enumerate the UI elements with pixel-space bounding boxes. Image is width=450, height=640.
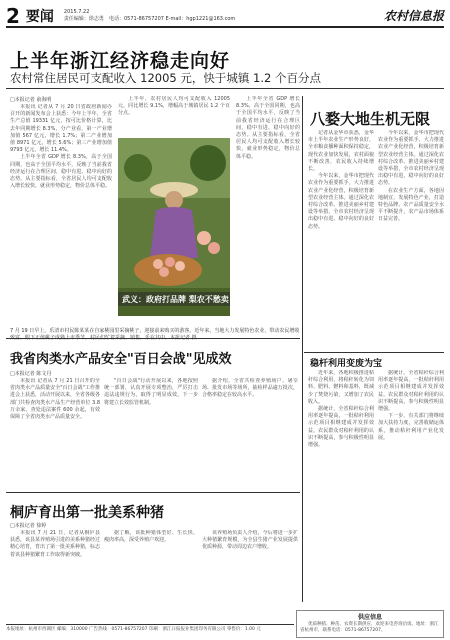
divider: [6, 624, 294, 625]
divider: [304, 352, 444, 353]
story-c-headline: 稳杆利用变废为宝: [310, 359, 383, 369]
lead-subhead: 农村常住居民可支配收入 12005 元，快于城镇 1.2 个百分点: [10, 71, 321, 85]
lead-column-1: [10, 104, 112, 318]
story-a-paragraph: 在农业生产方面，各地因地制宜，发展特色产业，打造特色品牌。农产品质量安全水平不断提升，农产品市场体系日益完善。: [378, 187, 444, 223]
story-a-headline: 八婺大地生机无限: [310, 110, 431, 128]
story-c-column-1: [308, 370, 374, 606]
photo-caption: 7 月 19 日早上，乐清市村民陈某某在自家桃园里采摘桃子，迎接前来购买的游客。近年来，当地大力发展特色农业，带动农民增收: [10, 328, 300, 334]
story-c-paragraph: 下一步，有关部门将继续加大扶持力度，完善收储运体系，推动秸秆利用产业化发展。: [378, 413, 444, 441]
story-c-paragraph: 据统计，全省秸秆综合利用率逐年提高，一批秸秆利用示范项目相继建成并发挥效益。农民群众对秸秆利用的认识不断提高，参与积极性明显增强。: [308, 406, 374, 449]
page-footer: 本报地址：杭州市西湖区 邮编：310000 广告热线：0571-86757207 印刷：浙江日报报业集团印务有限公司 零售价：1.00 元: [6, 627, 261, 632]
lead-byline: □本报记者 俞海明: [10, 97, 52, 103]
lead-paragraph: 上半年，农村居民人均可支配收入 12005 元，同比增长 9.1%，增幅高于城镇居民 1.2 个百分点。: [118, 96, 230, 117]
lead-headline: 上半年浙江经济稳走向好: [10, 50, 231, 72]
story-b-paragraph: 本报讯 记者从 7 月 21 日召开的全省肉类水产品质量安全"百日会战"工作推进会上获悉，活动开展以来，全省各级各部门共检查肉类水产品生产经营单位 3.8 万余家，查处违法案件 600 余起，有效保障了全省肉类水产品质量安全。: [10, 378, 100, 421]
story-b-paragraph: 据介绍，全省共检查养殖场户、屠宰场、批发市场等场所，抽检样品逾万批次，合格率稳定在较高水平。: [202, 378, 298, 399]
editor-line: 责任编辑：徐志勇: [63, 16, 104, 22]
story-a-paragraph: 记者从金华市获悉，金华市上半年农业生产形势良好，全市粮食播种面积保持稳定，现代农业加快发展，农村面貌不断改善，农民收入持续增长。: [308, 130, 374, 173]
masthead-meta: [64, 9, 235, 26]
issue-date: 2015.7.22: [63, 9, 90, 15]
newspaper-brand: 农村信息报: [383, 9, 444, 23]
story-c-paragraph: 近年来，各地积极推进秸秆综合利用，将秸秆转化为饲料、肥料、燃料和基料，既减少了焚烧污染，又增加了农民收入。: [308, 370, 374, 405]
divider: [6, 88, 444, 89]
divider: [6, 492, 300, 493]
story-a-paragraph: 今年以来，金华市把现代农业作为重要抓手，大力推进农业产业化经营，积极培育新型农业经营主体。通过深化农村综合改革、推进美丽乡村建设等举措，全市农村经济呈现出稳中有进、稳中向好的良好态势。: [378, 130, 444, 187]
story-a-column-2: [378, 130, 444, 350]
lead-column-3: [236, 96, 300, 320]
story-b-paragraph: "百日会战"行动开展以来，各地按照统一部署，认真开展专项整治，严厉打击违法违规行为，取得了明显成效。下一步将建立长效监管机制。: [104, 378, 198, 406]
story-a-column-1: [308, 130, 374, 350]
story-d-column-1: [10, 530, 100, 612]
lead-paragraph: 本报讯 记者从 7 月 20 日省政府新闻办召开的新闻发布会上获悉：今年上半年，全省生产总值 19331 亿元，按可比价格计算，比去年同期增长 8.3%，分产业看，第一产业增加值 567 亿元，增长 1.7%；第二产业增加值 8971 亿元，增长 5.6%；第三产业增加值 9793 亿元，增长 11.4%。: [10, 104, 112, 154]
story-b-byline: □本报记者 陈文丹: [10, 371, 52, 377]
story-b-column-3: [202, 378, 298, 486]
story-d-column-2: [104, 530, 198, 612]
ad-title: 供应信息: [357, 614, 382, 621]
story-d-column-3: [202, 530, 298, 612]
story-b-column-2: [104, 378, 198, 486]
story-d-byline: □本报记者 徐婷: [10, 523, 47, 529]
lead-paragraph: 上半年全省 GDP 增长 8.3%，高于全国同期，也高于全国平均水平，反映了当前我省经济运行在合理区间，稳中有进、稳中向好的态势。从主要指标看，全省居民人均可支配收入增长较快，就业形势稳定，物价总体平稳。: [10, 154, 112, 190]
lead-column-2: [118, 96, 230, 136]
story-a-paragraph: 今年以来，金华市把现代农业作为重要抓手，大力推进农业产业化经营，积极培育新型农业经营主体。通过深化农村综合改革、推进美丽乡村建设等举措，全市农村经济呈现出稳中有进、稳中向好的良好态势。: [308, 173, 374, 230]
masthead: [6, 2, 444, 28]
page-number: 2: [6, 4, 20, 28]
section-title: 要闻: [25, 9, 54, 25]
story-b-headline: 我省肉类水产品安全"百日会战"见成效: [10, 352, 232, 367]
story-b-column-1: [10, 378, 100, 486]
story-c-column-2: [378, 370, 444, 606]
classified-ad: [296, 610, 444, 638]
contact-line: 电话：0571-86757207 E-mail：hgp1221@163.com: [108, 16, 236, 22]
story-d-paragraph: 本报讯 7 月 21 日，记者从桐庐县获悉，该县某养殖场引进的美系种猪经过精心培育，育出了第一批美系种猪，标志着该县种猪繁育工作取得新突破。: [10, 530, 100, 558]
divider: [6, 338, 300, 339]
ad-text: 优质种猪、种苗、农资长期供应，欢迎来电咨询洽谈。地址：浙江省杭州市，联系电话：0571-86757207。: [300, 622, 439, 633]
story-c-paragraph: 据统计，全省秸秆综合利用率逐年提高，一批秸秆利用示范项目相继建成并发挥效益。农民群众对秸秆利用的认识不断提高，参与积极性明显增强。: [378, 370, 444, 413]
lead-paragraph: 上半年全省 GDP 增长 8.3%，高于全国同期，也高于全国平均水平，反映了当前我省经济运行在合理区间，稳中有进、稳中向好的态势。从主要指标看，全省居民人均可支配收入增长较快，就业形势稳定，物价总体平稳。: [236, 96, 300, 160]
story-d-headline: 桐庐育出第一批美系种猪: [10, 505, 164, 521]
story-d-paragraph: 据了解，该批种猪体型好、生长快、瘦肉率高，深受养殖户欢迎。: [104, 530, 198, 544]
news-photo: [118, 138, 230, 316]
photo-label: 武义：政府打品牌 梨农不愁卖: [122, 295, 229, 304]
column-divider: [302, 96, 303, 602]
story-d-paragraph: 该养殖场负责人介绍，今后将进一步扩大种猪繁育规模，为全县生猪产业发展提供优质种源，带动周边农户增收。: [202, 530, 298, 551]
